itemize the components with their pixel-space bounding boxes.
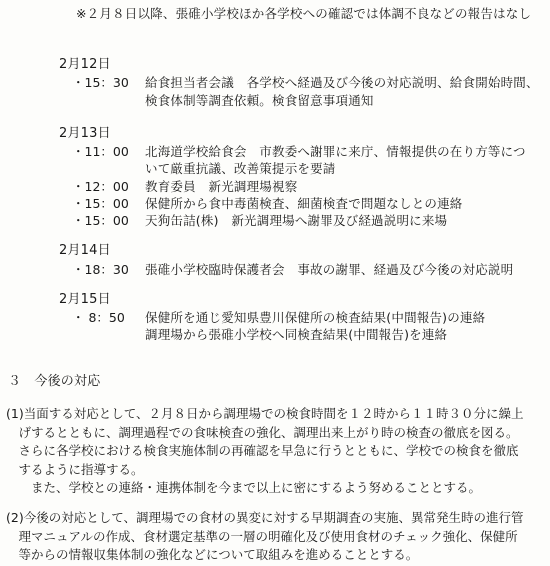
date-heading: 2月14日 xyxy=(59,243,111,258)
entry-time: ・15：30 xyxy=(72,75,129,90)
entry-time: ・ 8：50 xyxy=(72,310,125,325)
date-heading: 2月15日 xyxy=(59,292,111,307)
paragraph-line: げするとともに、調理過程での食味検査の強化、調理出来上がり時の検査の徹底を図る。 xyxy=(6,424,519,440)
entry-time: ・18：30 xyxy=(72,262,129,277)
note-text: ※２月８日以降、張碓小学校ほか各学校への確認では体調不良などの報告はなし xyxy=(76,6,532,21)
entry-text: 張碓小学校臨時保護者会 事故の謝罪、経過及び今後の対応説明 xyxy=(145,262,514,277)
paragraph-line: 等からの情報収集体制の強化などについて取組みを進めることとする。 xyxy=(6,547,419,562)
paragraph-line: するように指導する。 xyxy=(6,461,144,477)
entry-time: ・15：00 xyxy=(72,213,129,228)
entry-text: 保健所を通じ愛知県豊川保健所の検査結果(中間報告)の連絡 xyxy=(145,310,486,325)
paragraph-1 xyxy=(6,405,536,498)
entry-text: いて厳重抗議、改善策提示を要請 xyxy=(145,161,336,176)
entry-text: 北海道学校給食会 市教委へ謝罪に来庁、情報提供の在り方等につ xyxy=(145,144,526,159)
entry-text: 給食担当者会議 各学校へ経過及び今後の対応説明、給食開始時間、 xyxy=(145,75,539,90)
paragraph-line: 理マニュアルの作成、食材選定基準の一層の明確化及び使用食材のチェック強化、保健所 xyxy=(6,528,518,544)
entry-time: ・11：00 xyxy=(72,144,129,159)
paragraph-line: さらに各学校における検食実施体制の再確認を早急に行うとともに、学校での検食を徹底 xyxy=(6,443,519,458)
entry-time: ・12：00 xyxy=(72,179,129,194)
section-heading: ３ 今後の対応 xyxy=(8,374,101,389)
date-heading: 2月13日 xyxy=(59,126,111,141)
entry-text: 調理場から張碓小学校へ同検査結果(中間報告)を連絡 xyxy=(145,327,448,342)
entry-time: ・15：00 xyxy=(72,196,129,211)
entry-text: 検食体制等調査依頼。検食留意事項通知 xyxy=(145,93,374,108)
date-heading: 2月12日 xyxy=(59,57,111,72)
paragraph-2 xyxy=(6,509,536,565)
paragraph-line: また、学校との連絡・連携体制を今まで以上に密にするよう努めることとする。 xyxy=(6,480,482,495)
paragraph-line: (2)今後の対応として、調理場での食材の異変に対する早期調査の実施、異常発生時の進行管 xyxy=(6,510,524,525)
paragraph-line: (1)当面する対応として、２月８日から調理場での検食時間を１２時から１１時３０分に繰上 xyxy=(6,406,524,421)
entry-text: 天狗缶詰(株) 新光調理場へ謝罪及び経過説明に来場 xyxy=(145,213,448,228)
entry-text: 保健所から食中毒菌検査、細菌検査で問題なしとの連絡 xyxy=(145,196,463,211)
entry-text: 教育委員 新光調理場視察 xyxy=(145,179,298,194)
